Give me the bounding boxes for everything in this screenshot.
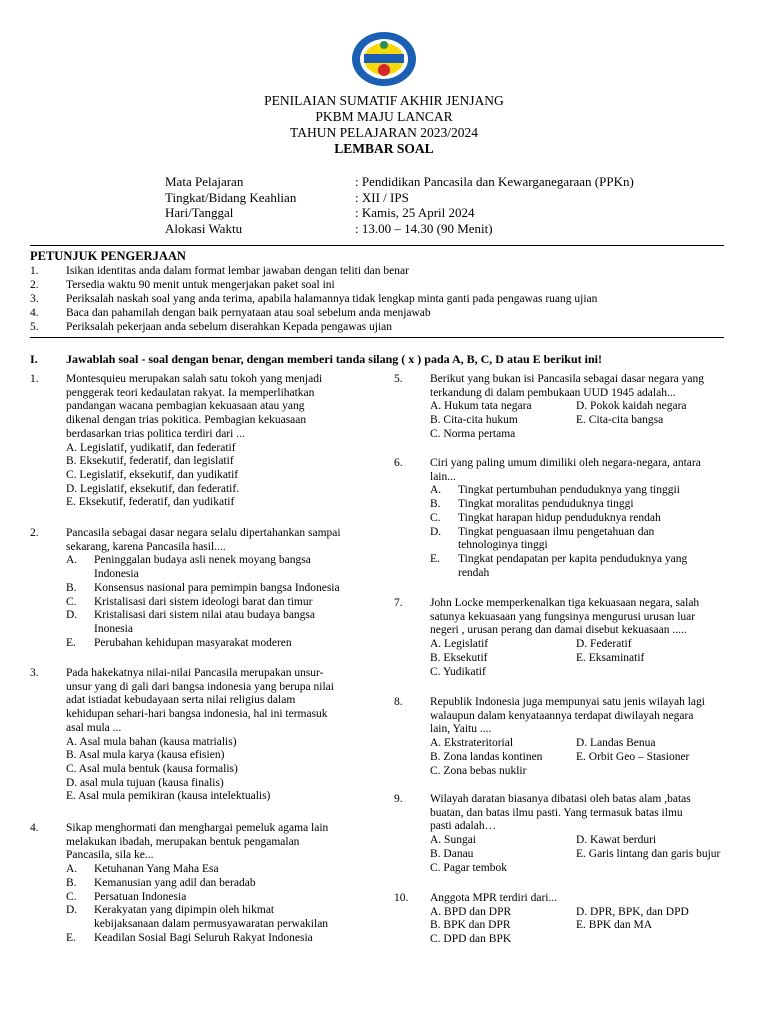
section-instruction: Jawablah soal - soal dengan benar, dengan memberi tanda silang ( x ) pada A, B, C, D atau E berikut ini! — [66, 352, 602, 366]
answer-options-grid — [430, 400, 744, 441]
question-text-line: Pada hakekatnya nilai-nilai Pancasila merupakan unsur- — [66, 667, 324, 679]
question-text-line: satunya kekuasaan yang fungsinya mengurusi urusan luar — [430, 610, 696, 623]
question-9 — [394, 793, 744, 875]
info-label: Tingkat/Bidang Keahlian — [165, 189, 297, 205]
instruction-number: 5. — [30, 321, 39, 333]
instruction-item — [30, 264, 597, 278]
instruction-item — [30, 306, 597, 320]
section-heading — [30, 352, 602, 367]
answer-option: A. Hukum tata negara — [430, 400, 532, 413]
answer-option — [66, 596, 370, 610]
option-text-line: Kristalisasi dari sistem nilai atau budaya bangsa — [94, 609, 315, 622]
question-text-line: asal mula ... — [66, 721, 122, 734]
sheet-title: LEMBAR SOAL — [334, 141, 434, 156]
answer-option — [66, 609, 370, 636]
option-letter: B. — [430, 498, 441, 511]
info-row — [165, 190, 634, 206]
question-body — [430, 457, 744, 580]
option-text-line: Kristalisasi dari sistem ideologi barat dan timur — [94, 595, 313, 608]
option-letter: E. — [430, 552, 440, 565]
answer-option: A. Asal mula bahan (kausa matrialis) — [66, 735, 237, 748]
question-text-line: Montesquieu merupakan salah satu tokoh yang menjadi — [66, 373, 323, 385]
option-letter: D. — [66, 609, 78, 622]
answer-option: A. BPD dan DPR — [430, 905, 512, 918]
option-text-line: Konsensus nasional para pemimpin bangsa Indonesia — [94, 581, 340, 594]
question-4 — [30, 822, 380, 945]
question-text-line: buatan, dan batas ilmu pasti. Yang termasuk batas ilmu — [430, 806, 683, 819]
option-letter: A. — [66, 863, 78, 876]
question-number: 2. — [30, 527, 39, 539]
answer-option: E. Eksaminatif — [576, 651, 645, 664]
answer-option: A. Legislatif — [430, 638, 489, 651]
answer-option — [576, 428, 744, 442]
instruction-item — [30, 292, 597, 306]
answer-option — [66, 891, 380, 905]
info-label: Hari/Tanggal — [165, 205, 234, 220]
question-text-line: kehidupan sehari-hari bangsa indonesia, hal ini termasuk — [66, 708, 328, 721]
question-text-line: walaupun dalam kenyataannya terdapat diwilayah negara — [430, 709, 694, 722]
question-number: 10. — [394, 892, 409, 904]
school-logo — [350, 30, 418, 88]
answer-option: D. Pokok kaidah negara — [576, 400, 687, 413]
answer-option — [66, 582, 370, 596]
option-letter: C. — [66, 595, 77, 608]
answer-options-grid — [430, 737, 744, 778]
question-text-line: lain, Yaitu .... — [430, 723, 492, 736]
question-text-line: melakukan ibadah, merupakan bentuk pengamalan — [66, 835, 300, 848]
option-text-line: Perubahan kehidupan masyarakat moderen — [94, 636, 292, 649]
answer-option — [576, 862, 744, 876]
answer-option: C. Norma pertama — [430, 427, 516, 440]
divider — [30, 245, 724, 246]
question-body — [66, 373, 360, 510]
answer-option: B. Eksekutif — [430, 651, 488, 664]
answer-option: E. BPK dan MA — [576, 919, 653, 932]
answer-option — [430, 498, 744, 512]
answer-option: C. Asal mula bentuk (kausa formalis) — [66, 762, 238, 775]
question-6 — [394, 457, 744, 580]
answer-option: B. Danau — [430, 847, 474, 860]
answer-option: B. Zona landas kontinen — [430, 750, 543, 763]
question-text-line: pasti adalah… — [430, 820, 497, 833]
answer-option: D. Legislatif, eksekutif, dan federatif. — [66, 482, 240, 495]
instruction-number: 1. — [30, 265, 39, 277]
answer-option: E. Asal mula pemikiran (kausa intelektualis) — [66, 790, 271, 803]
option-text-line: Persatuan Indonesia — [94, 890, 187, 903]
question-body — [430, 793, 744, 875]
answer-option: C. Yudikatif — [430, 665, 486, 678]
answer-option: D. Kawat berduri — [576, 834, 657, 847]
option-text — [94, 891, 186, 905]
option-text-line: kebijaksanaan dalam permusyawaratan perwakilan — [94, 917, 329, 930]
question-text-line: Ciri yang paling umum dimiliki oleh negara-negara, antara — [430, 457, 701, 469]
option-text — [94, 596, 312, 610]
answer-option — [430, 512, 744, 526]
question-body — [430, 373, 744, 442]
question-number: 3. — [30, 667, 39, 679]
question-3 — [30, 667, 370, 804]
info-value: : Pendidikan Pancasila dan Kewarganegaraan (PPKn) — [355, 174, 634, 189]
instruction-text: Tersedia waktu 90 menit untuk mengerjakan paket soal ini — [66, 279, 335, 291]
answer-option — [576, 933, 744, 947]
answer-option: B. Eksekutif, federatif, dan legislatif — [66, 455, 234, 468]
answer-option: A. Ekstrateritorial — [430, 737, 514, 750]
answer-option — [66, 554, 370, 581]
answer-options-grid — [430, 834, 744, 875]
info-row — [165, 174, 634, 190]
question-5 — [394, 373, 744, 442]
answer-option: E. Cita-cita bangsa — [576, 414, 664, 427]
question-text-line: berdasarkan trias politica terdiri dari ... — [66, 427, 245, 440]
option-letter: E. — [66, 931, 76, 944]
question-body — [430, 597, 744, 679]
info-value: : Kamis, 25 April 2024 — [355, 205, 475, 220]
question-number: 5. — [394, 373, 403, 385]
option-text-line: Kemanusian yang adil dan beradab — [94, 876, 256, 889]
answer-option — [430, 553, 744, 580]
question-body — [66, 822, 380, 945]
question-text-line: terkandung di dalam pembukaan UUD 1945 adalah... — [430, 386, 676, 399]
option-text-line: Tingkat penguasaan ilmu pengetahuan dan — [458, 525, 655, 538]
question-text-line: Pancasila sebagai dasar negara selalu dipertahankan sampai — [66, 527, 341, 539]
instructions-list — [30, 264, 597, 334]
question-text-line: negeri , urusan perang dan damai disebut kekuasaan ..... — [430, 624, 687, 637]
instruction-number: 3. — [30, 293, 39, 305]
instruction-item — [30, 278, 597, 292]
answer-option — [576, 666, 744, 680]
answer-options-grid — [430, 638, 744, 679]
instruction-text: Baca dan pahamilah dengan baik pernyataan atau soal sebelum anda menjawab — [66, 307, 431, 319]
question-number: 7. — [394, 597, 403, 609]
question-text-line: adat istiadat kebudayaan serta nilai religius dalam — [66, 694, 296, 707]
question-body — [66, 667, 370, 804]
question-text-line: Republik Indonesia juga mempunyai satu jenis wilayah lagi — [430, 696, 705, 708]
option-text — [94, 877, 256, 891]
info-value: : XII / IPS — [355, 189, 409, 205]
question-number: 1. — [30, 373, 39, 385]
divider — [30, 337, 724, 338]
question-number: 6. — [394, 457, 403, 469]
instruction-item — [30, 320, 597, 334]
school-name: PKBM MAJU LANCAR — [315, 109, 453, 124]
answer-option: D. asal mula tujuan (kausa finalis) — [66, 776, 224, 789]
question-10 — [394, 892, 744, 947]
option-letter: D. — [66, 904, 78, 917]
info-value: : 13.00 – 14.30 (90 Menit) — [355, 220, 493, 236]
answer-option — [66, 863, 380, 877]
question-7 — [394, 597, 744, 679]
school-year: TAHUN PELAJARAN 2023/2024 — [290, 125, 478, 140]
option-text — [94, 609, 315, 636]
exam-title-line1: PENILAIAN SUMATIF AKHIR JENJANG — [264, 93, 504, 108]
answer-option: C. Legislatif, eksekutif, dan yudikatif — [66, 468, 239, 481]
answer-option: C. Pagar tembok — [430, 861, 507, 874]
answer-option: E. Orbit Geo – Stasioner — [576, 750, 690, 763]
answer-option — [576, 765, 744, 779]
option-text — [94, 582, 340, 596]
question-1 — [30, 373, 360, 510]
option-letter: A. — [430, 484, 442, 497]
instructions-title: PETUNJUK PENGERJAAN — [30, 249, 186, 263]
question-text-line: pandangan wacana pembagian kekuasaan atau yang — [66, 400, 305, 413]
option-text — [458, 498, 634, 512]
option-text — [94, 932, 313, 946]
question-body — [430, 696, 744, 778]
question-text-line: Sikap menghormati dan menghargai pemeluk agama lain — [66, 822, 329, 834]
info-label: Alokasi Waktu — [165, 220, 243, 236]
answer-option: A. Legislatif, yudikatif, dan federatif — [66, 441, 236, 454]
instruction-number: 2. — [30, 279, 39, 291]
option-text — [458, 553, 687, 580]
answer-option: E. Garis lintang dan garis bujur — [576, 847, 721, 860]
option-text-line: Tingkat pertumbuhan penduduknya yang tinggii — [458, 484, 680, 497]
question-text-line: lain... — [430, 470, 456, 483]
answer-option: D. DPR, BPK, dan DPD — [576, 905, 689, 918]
option-text — [458, 512, 661, 526]
option-text-line: Tingkat pendapatan per kapita penduduknya yang — [458, 552, 688, 565]
question-number: 9. — [394, 793, 403, 805]
option-letter: A. — [66, 554, 78, 567]
option-letter: B. — [66, 581, 77, 594]
option-text-line: rendah — [458, 566, 490, 579]
answer-option: D. Landas Benua — [576, 737, 656, 750]
option-letter: B. — [66, 876, 77, 889]
question-body — [66, 527, 370, 650]
info-label: Mata Pelajaran — [165, 174, 244, 189]
option-letter: E. — [66, 636, 76, 649]
question-text-line: John Locke memperkenalkan tiga kekuasaan negara, salah — [430, 597, 700, 609]
option-text-line: Ketuhanan Yang Maha Esa — [94, 863, 219, 876]
option-text-line: Inonesia — [94, 622, 133, 635]
instruction-text: Isikan identitas anda dalam format lembar jawaban dengan teliti dan benar — [66, 265, 409, 277]
answer-option — [430, 526, 744, 553]
answer-option: B. BPK dan DPR — [430, 919, 511, 932]
question-text-line: Anggota MPR terdiri dari... — [430, 892, 558, 904]
info-row — [165, 205, 634, 221]
question-8 — [394, 696, 744, 778]
answer-option — [66, 904, 380, 931]
option-text-line: Indonesia — [94, 568, 139, 581]
instruction-text: Periksalah pekerjaan anda sebelum diserahkan Kepada pengawas ujian — [66, 321, 393, 333]
question-text-line: Berikut yang bukan isi Pancasila sebagai dasar negara yang — [430, 373, 704, 385]
answer-option — [430, 484, 744, 498]
option-text-line: Keadilan Sosial Bagi Seluruh Rakyat Indonesia — [94, 931, 313, 944]
option-text — [94, 637, 292, 651]
answer-option — [66, 637, 370, 651]
question-text-line: Wilayah daratan biasanya dibatasi oleh batas alam ,batas — [430, 793, 691, 805]
answer-option: D. Federatif — [576, 638, 632, 651]
instruction-number: 4. — [30, 307, 39, 319]
option-text — [458, 526, 654, 553]
info-row — [165, 221, 634, 237]
option-text — [94, 863, 219, 877]
question-text-line: sekarang, karena Pancasila hasil.... — [66, 540, 226, 553]
question-number: 8. — [394, 696, 403, 708]
question-2 — [30, 527, 370, 650]
answer-option: C. Zona bebas nuklir — [430, 764, 527, 777]
option-text-line: Kerakyatan yang dipimpin oleh hikmat — [94, 904, 275, 917]
option-text-line: Peninggalan budaya asli nenek moyang bangsa — [94, 554, 311, 567]
answer-option: B. Asal mula karya (kausa efisien) — [66, 749, 225, 762]
section-number: I. — [30, 352, 38, 366]
question-text-line: dikenal dengan trias pokitica. Pembagian kekuasaan — [66, 414, 307, 427]
answer-option: C. DPD dan BPK — [430, 933, 512, 946]
option-letter: C. — [66, 890, 77, 903]
option-text — [94, 904, 328, 931]
question-text-line: Pancasila, sila ke... — [66, 849, 154, 862]
answer-option: E. Eksekutif, federatif, dan yudikatif — [66, 496, 235, 509]
question-text-line: unsur yang di gali dari bangsa indonesia yang berupa nilai — [66, 680, 334, 693]
question-text-line: penggerak teori kedaulatan rakyat. Ia memperlihatkan — [66, 386, 315, 399]
exam-info — [165, 174, 634, 236]
option-text — [458, 484, 680, 498]
option-text-line: tehnologinya tinggi — [458, 539, 548, 552]
answer-option: B. Cita-cita hukum — [430, 414, 518, 427]
answer-option — [66, 877, 380, 891]
instruction-text: Periksalah naskah soal yang anda terima, apabila halamannya tidak lengkap minta ganti pada pengawas ruang ujian — [66, 293, 598, 305]
answer-option — [66, 932, 380, 946]
option-text-line: Tingkat moralitas penduduknya tinggi — [458, 498, 634, 511]
answer-option: A. Sungai — [430, 834, 476, 847]
question-number: 4. — [30, 822, 39, 834]
question-body — [430, 892, 744, 947]
option-letter: D. — [430, 525, 442, 538]
option-letter: C. — [430, 511, 441, 524]
option-text — [94, 554, 311, 581]
option-text-line: Tingkat harapan hidup penduduknya rendah — [458, 511, 661, 524]
answer-options-grid — [430, 906, 744, 947]
